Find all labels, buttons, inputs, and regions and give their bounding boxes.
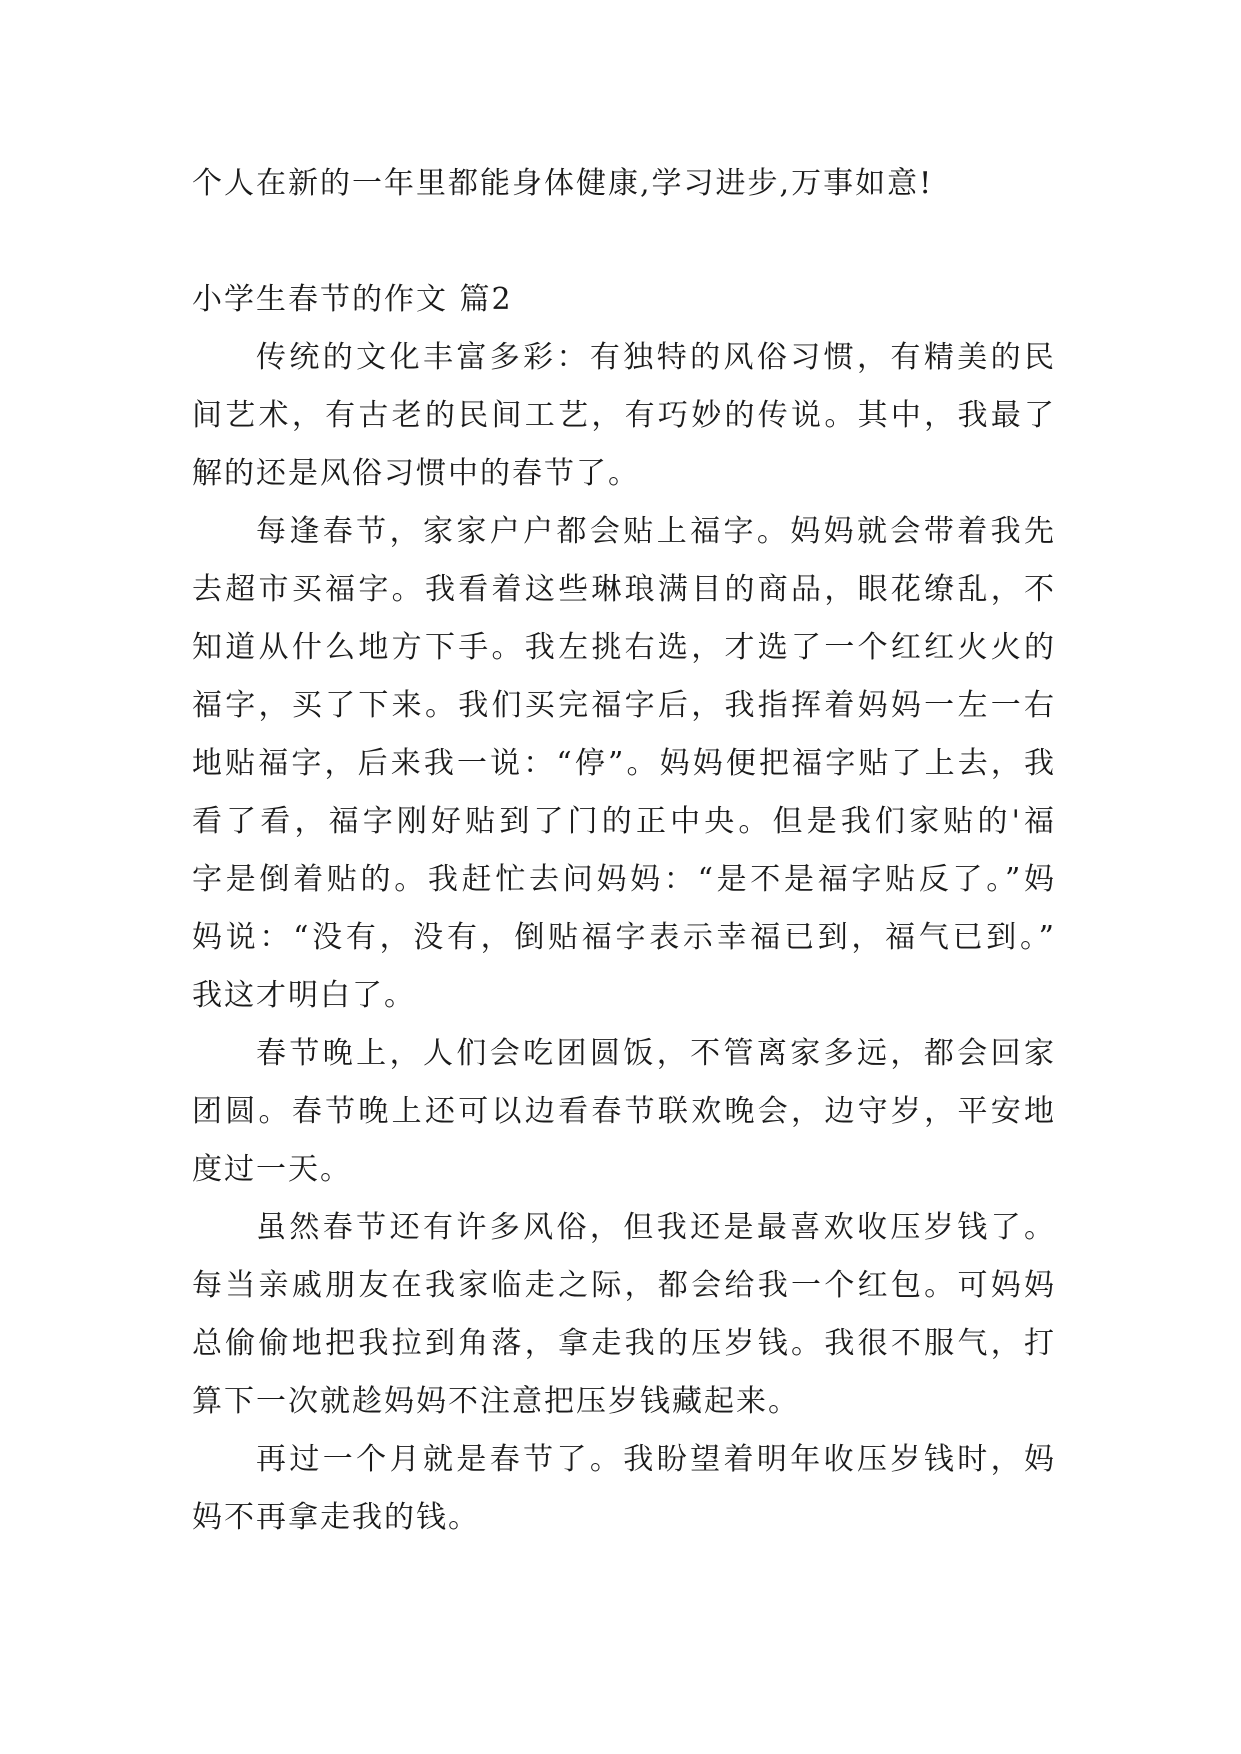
- paragraph-line: 度过一天。: [192, 1152, 352, 1187]
- paragraph-line: 妈不再拿走我的钱。: [192, 1500, 480, 1535]
- paragraph-line: 福字，买了下来。我们买完福字后，我指挥着妈妈一左一右: [192, 688, 1056, 723]
- section-heading: 小学生春节的作文 篇2: [192, 282, 513, 317]
- paragraph-line: 总偷偷地把我拉到角落，拿走我的压岁钱。我很不服气，打: [192, 1326, 1056, 1361]
- paragraph-3: [192, 1025, 1056, 1199]
- paragraph-line: 字是倒着贴的。我赶忙去问妈妈：“是不是福字贴反了。”妈: [192, 862, 1056, 897]
- paragraph-line: 间艺术，有古老的民间工艺，有巧妙的传说。其中，我最了: [192, 398, 1056, 433]
- blank-line: [192, 213, 1056, 271]
- paragraph-line: 去超市买福字。我看着这些琳琅满目的商品，眼花缭乱，不: [192, 572, 1056, 607]
- paragraph-line: 解的还是风俗习惯中的春节了。: [192, 456, 640, 491]
- paragraph-line: 妈说：“没有，没有，倒贴福字表示幸福已到，福气已到。”: [192, 920, 1056, 955]
- paragraph-line: 团圆。春节晚上还可以边看春节联欢晚会，边守岁，平安地: [192, 1094, 1056, 1129]
- paragraph-line: 地贴福字，后来我一说：“停”。妈妈便把福字贴了上去，我: [192, 746, 1056, 781]
- paragraph-line: 春节晚上，人们会吃团圆饭，不管离家多远，都会回家: [256, 1036, 1056, 1071]
- paragraph-line: 看了看，福字刚好贴到了门的正中央。但是我们家贴的'福: [192, 804, 1056, 839]
- paragraph-line: 知道从什么地方下手。我左挑右选，才选了一个红红火火的: [192, 630, 1056, 665]
- paragraph-2: [192, 503, 1056, 1025]
- paragraph-line: 算下一次就趁妈妈不注意把压岁钱藏起来。: [192, 1384, 800, 1419]
- paragraph-1: [192, 329, 1056, 503]
- document-page: [192, 155, 1056, 1547]
- paragraph-line: 再过一个月就是春节了。我盼望着明年收压岁钱时，妈: [256, 1442, 1056, 1477]
- lead-line: 个人在新的一年里都能身体健康,学习进步,万事如意!: [192, 166, 934, 201]
- paragraph-line: 虽然春节还有许多风俗，但我还是最喜欢收压岁钱了。: [256, 1210, 1056, 1245]
- paragraph-4: [192, 1199, 1056, 1431]
- paragraph-line: 每逢春节，家家户户都会贴上福字。妈妈就会带着我先: [256, 514, 1056, 549]
- paragraph-line: 传统的文化丰富多彩：有独特的风俗习惯，有精美的民: [256, 340, 1056, 375]
- paragraph-5: [192, 1431, 1056, 1547]
- paragraph-line: 每当亲戚朋友在我家临走之际，都会给我一个红包。可妈妈: [192, 1268, 1056, 1303]
- paragraph-line: 我这才明白了。: [192, 978, 416, 1013]
